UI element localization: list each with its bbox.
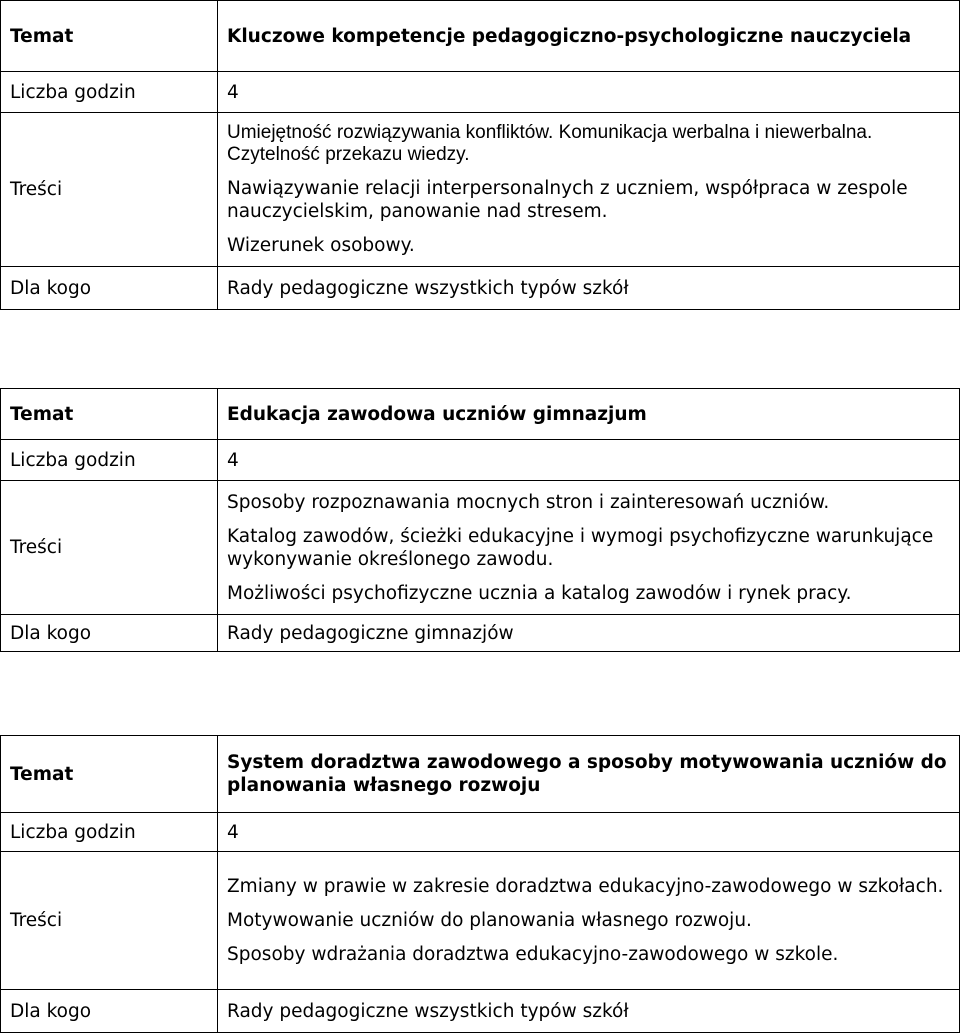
audience-label: Dla kogo [1,267,218,310]
hours-label: Liczba godzin [1,813,218,852]
course-block-1 [0,0,960,310]
content-cell [218,113,960,267]
course-table [0,0,960,310]
temat-row [1,1,960,72]
temat-label: Temat [1,736,218,813]
course-table [0,388,960,652]
hours-row [1,813,960,852]
temat-row [1,736,960,813]
hours-value: 4 [218,72,960,113]
hours-row [1,72,960,113]
content-paragraph: Sposoby wdrażania doradztwa edukacyjno-zawodowego w szkole. [227,944,839,965]
audience-row [1,267,960,310]
course-title: Edukacja zawodowa uczniów gimnazjum [218,389,960,440]
content-label: Treści [1,481,218,615]
content-cell [218,852,960,990]
audience-value: Rady pedagogiczne wszystkich typów szkół [218,990,960,1033]
hours-label: Liczba godzin [1,72,218,113]
course-title: System doradztwa zawodowego a sposoby motywowania uczniów do planowania własnego rozwoju [218,736,960,813]
content-paragraph: Katalog zawodów, ścieżki edukacyjne i wymogi psychofizyczne warunkujące wykonywanie określonego zawodu. [227,525,934,570]
content-row [1,852,960,990]
content-paragraph: Sposoby rozpoznawania mocnych stron i zainteresowań uczniów. [227,491,830,513]
content-paragraph: Możliwości psychofizyczne ucznia a katalog zawodów i rynek pracy. [227,582,852,604]
content-row [1,481,960,615]
content-paragraph: Umiejętność rozwiązywania konfliktów. Komunikacja werbalna i niewerbalna. Czytelność przekazu wiedzy. [227,122,873,165]
hours-value: 4 [218,440,960,481]
course-block-3 [0,735,960,1033]
content-paragraph: Wizerunek osobowy. [227,235,415,256]
hours-row [1,440,960,481]
hours-label: Liczba godzin [1,440,218,481]
audience-label: Dla kogo [1,990,218,1033]
audience-row [1,990,960,1033]
audience-row [1,615,960,652]
course-block-2 [0,388,960,652]
audience-value: Rady pedagogiczne gimnazjów [218,615,960,652]
audience-label: Dla kogo [1,615,218,652]
course-table [0,735,960,1033]
content-paragraph: Nawiązywanie relacji interpersonalnych z uczniem, współpraca w zespole nauczycielskim, panowanie nad stresem. [227,178,908,222]
content-paragraph: Motywowanie uczniów do planowania własnego rozwoju. [227,910,752,931]
temat-label: Temat [1,389,218,440]
course-title: Kluczowe kompetencje pedagogiczno-psychologiczne nauczyciela [218,1,960,72]
temat-label: Temat [1,1,218,72]
content-cell [218,481,960,615]
content-label: Treści [1,113,218,267]
hours-value: 4 [218,813,960,852]
content-paragraph: Zmiany w prawie w zakresie doradztwa edukacyjno-zawodowego w szkołach. [227,876,944,897]
content-row [1,113,960,267]
content-label: Treści [1,852,218,990]
audience-value: Rady pedagogiczne wszystkich typów szkół [218,267,960,310]
temat-row [1,389,960,440]
